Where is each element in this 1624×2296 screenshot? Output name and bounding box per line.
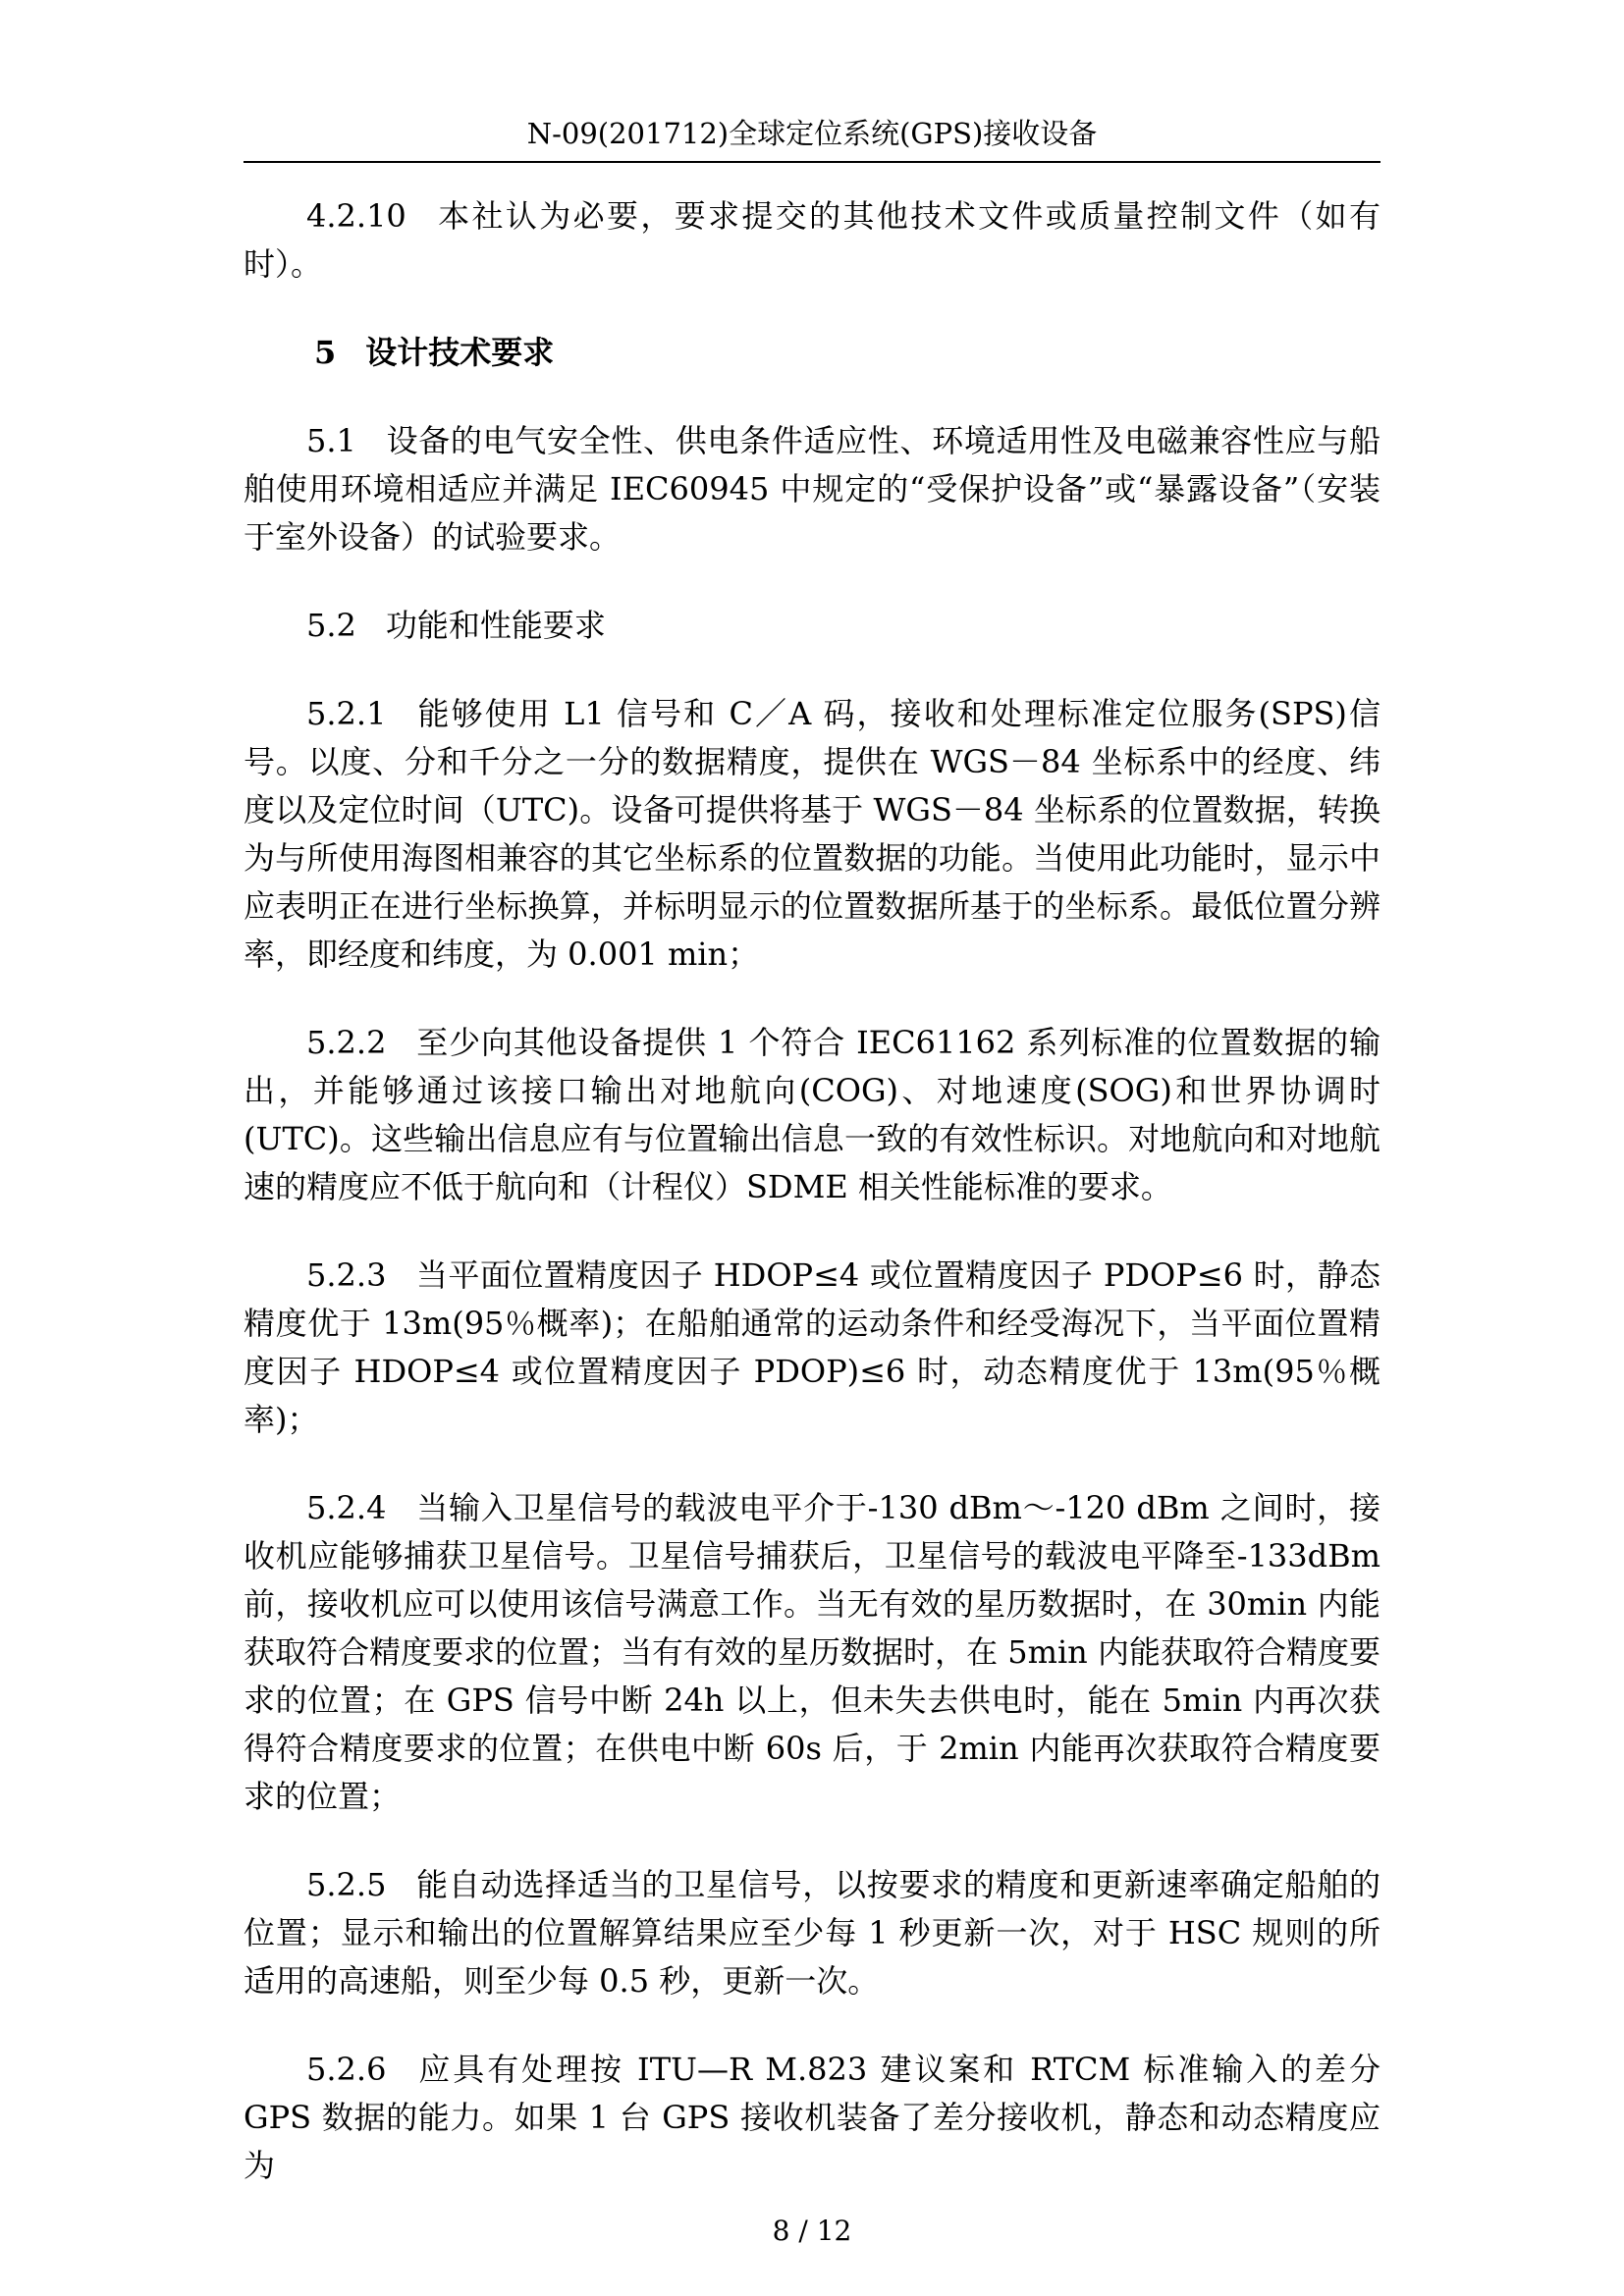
paragraph-5-2-1 bbox=[244, 690, 1380, 979]
paragraph-5-2-6 bbox=[244, 2046, 1380, 2190]
section-title: 设计技术要求 bbox=[365, 334, 555, 371]
paragraph-text: 功能和性能要求 bbox=[385, 607, 606, 644]
clause-number: 5.2.1 bbox=[306, 695, 387, 732]
paragraph-5-2-2 bbox=[244, 1019, 1380, 1211]
paragraph-text: 能自动选择适当的卫星信号，以按要求的精度和更新速率确定船舶的位置；显示和输出的位置解算结果应至少每 1 秒更新一次，对于 HSC 规则的所适用的高速船，则至少每 0.5 秒，更新一次。 bbox=[244, 1866, 1380, 2000]
paragraph-text: 当输入卫星信号的载波电平介于-130 dBm～-120 dBm 之间时，接收机应能够捕获卫星信号。卫星信号捕获后，卫星信号的载波电平降至-133dBm 前，接收机应可以使用该信号满意工作。当无有效的星历数据时，在 30min 内能获取符合精度要求的位置；当有有效的星历数据时，在 5min 内能获取符合精度要求的位置；在 GPS 信号中断 24h 以上，但未失去供电时，能在 5min 内再次获得符合精度要求的位置；在供电中断 60s 后，于 2min 内能再次获取符合精度要求的位置； bbox=[244, 1489, 1380, 1815]
clause-number: 5.2.2 bbox=[306, 1024, 387, 1061]
paragraph-5-1 bbox=[244, 417, 1380, 561]
clause-number: 5.2.3 bbox=[306, 1256, 387, 1294]
paragraph-4-2-10 bbox=[244, 192, 1380, 289]
page-number: 8 / 12 bbox=[772, 2215, 852, 2247]
paragraph-text: 当平面位置精度因子 HDOP≤4 或位置精度因子 PDOP≤6 时，静态精度优于 13m(95％概率)；在船舶通常的运动条件和经受海况下，当平面位置精度因子 HDOP≤4 或位置精度因子 PDOP)≤6 时，动态精度优于 13m(95％概率)； bbox=[244, 1256, 1380, 1438]
clause-number: 5.2.6 bbox=[306, 2051, 387, 2088]
document-body bbox=[244, 192, 1380, 2230]
page-footer bbox=[244, 2215, 1380, 2248]
paragraph-5-2-3 bbox=[244, 1252, 1380, 1444]
section-heading-5 bbox=[244, 329, 1380, 377]
paragraph-5-2 bbox=[244, 602, 1380, 650]
paragraph-text: 本社认为必要，要求提交的其他技术文件或质量控制文件（如有时）。 bbox=[244, 197, 1380, 283]
paragraph-text: 应具有处理按 ITU—R M.823 建议案和 RTCM 标准输入的差分 GPS 数据的能力。如果 1 台 GPS 接收机装备了差分接收机，静态和动态精度应为 bbox=[244, 2051, 1380, 2184]
paragraph-text: 至少向其他设备提供 1 个符合 IEC61162 系列标准的位置数据的输出，并能够通过该接口输出对地航向(COG)、对地速度(SOG)和世界协调时(UTC)。这些输出信息应有与位置输出信息一致的有效性标识。对地航向和对地航速的精度应不低于航向和（计程仪）SDME 相关性能标准的要求。 bbox=[244, 1024, 1380, 1205]
clause-number: 5.1 bbox=[306, 422, 356, 459]
paragraph-5-2-5 bbox=[244, 1861, 1380, 2005]
clause-number: 5.2.4 bbox=[306, 1489, 387, 1526]
page-header bbox=[244, 114, 1380, 163]
header-title: N-09(201712)全球定位系统(GPS)接收设备 bbox=[526, 117, 1098, 150]
clause-number: 5.2 bbox=[306, 607, 356, 644]
paragraph-text: 能够使用 L1 信号和 C／A 码，接收和处理标准定位服务(SPS)信号。以度、分和千分之一分的数据精度，提供在 WGS－84 坐标系中的经度、纬度以及定位时间（UTC)。设备可提供将基于 WGS－84 坐标系的位置数据，转换为与所使用海图相兼容的其它坐标系的位置数据的功能。当使用此功能时，显示中应表明正在进行坐标换算，并标明显示的位置数据所基于的坐标系。最低位置分辨率，即经度和纬度，为 0.001 min； bbox=[244, 695, 1380, 973]
section-number: 5 bbox=[314, 334, 337, 371]
clause-number: 4.2.10 bbox=[306, 197, 406, 235]
paragraph-5-2-4 bbox=[244, 1484, 1380, 1821]
paragraph-text: 设备的电气安全性、供电条件适应性、环境适用性及电磁兼容性应与船舶使用环境相适应并满足 IEC60945 中规定的“受保护设备”或“暴露设备”（安装于室外设备）的试验要求。 bbox=[244, 422, 1380, 556]
clause-number: 5.2.5 bbox=[306, 1866, 387, 1903]
